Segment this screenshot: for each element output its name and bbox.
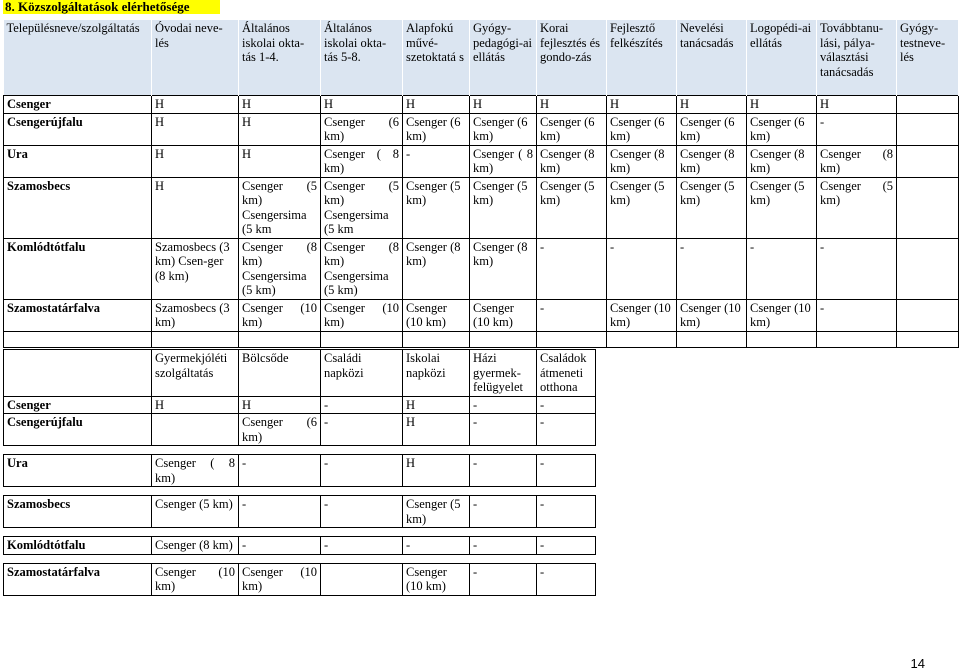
table-cell <box>403 331 470 347</box>
table-cell: Csenger (10 km) <box>470 299 537 331</box>
table-cell: - <box>239 455 321 487</box>
header-cell: Korai fejlesztés és gondo-zás <box>537 20 607 96</box>
table-row <box>4 563 596 595</box>
table-cell: Csenger (10 km) <box>239 563 321 595</box>
table-cell <box>321 331 403 347</box>
table-cell: - <box>537 496 596 528</box>
table-cell: - <box>537 537 596 555</box>
table-cell: Csenger (5 km) <box>403 496 470 528</box>
table-cell: - <box>747 238 817 299</box>
header-cell: Családok átmeneti otthona <box>537 350 596 397</box>
table-cell: - <box>537 299 607 331</box>
table-cell <box>897 113 959 145</box>
row-label: Szamostatárfalva <box>4 563 152 595</box>
table-cell <box>897 238 959 299</box>
table-cell: - <box>537 396 596 414</box>
row-label: Szamosbecs <box>4 496 152 528</box>
table-cell: Csenger (5 km) Csengersima (5 km <box>239 177 321 238</box>
table-row <box>4 177 959 238</box>
table-cell: H <box>152 96 239 114</box>
table-header-row <box>4 20 959 96</box>
table-row <box>4 299 959 331</box>
row-label: Komlódtótfalu <box>4 537 152 555</box>
header-cell: Óvodai neve-lés <box>152 20 239 96</box>
header-cell: Nevelési tanácsadás <box>677 20 747 96</box>
table-cell: Csenger (8 km) <box>470 238 537 299</box>
table-cell: - <box>321 396 403 414</box>
table-cell: Szamosbecs (3 km) Csen-ger (8 km) <box>152 238 239 299</box>
table-cell: Csenger (6 km) <box>747 113 817 145</box>
row-label: Csenger <box>4 96 152 114</box>
table-cell: H <box>152 145 239 177</box>
spacer-row <box>4 487 596 496</box>
table-row <box>4 537 596 555</box>
table-cell: Csenger (6 km) <box>607 113 677 145</box>
table-cell: Csenger (8 km) <box>677 145 747 177</box>
table-cell: - <box>239 496 321 528</box>
table-cell: Csenger (5 km) <box>817 177 897 238</box>
table-cell: - <box>817 299 897 331</box>
table-cell: Csenger (8 km) <box>152 537 239 555</box>
table-cell: Csenger (5 km) <box>537 177 607 238</box>
table-cell: Csenger (10 km) <box>677 299 747 331</box>
table-cell: - <box>403 145 470 177</box>
header-cell: Településneve/szolgáltatás <box>4 20 152 96</box>
table-cell: Csenger (8 km) <box>607 145 677 177</box>
table-cell: Csenger (8 km) <box>403 238 470 299</box>
table-cell: - <box>321 496 403 528</box>
header-cell <box>4 350 152 397</box>
table-cell: H <box>239 145 321 177</box>
table-cell: Csenger (5 km) <box>747 177 817 238</box>
header-cell: Gyógy-testneve-lés <box>897 20 959 96</box>
table-cell: - <box>470 396 537 414</box>
row-label: Ura <box>4 455 152 487</box>
page-number: 14 <box>910 656 925 671</box>
table-cell: H <box>239 396 321 414</box>
row-label: Komlódtótfalu <box>4 238 152 299</box>
table-cell: H <box>239 113 321 145</box>
row-label: Ura <box>4 145 152 177</box>
table-row <box>4 396 596 414</box>
table-row <box>4 113 959 145</box>
table-cell: - <box>321 537 403 555</box>
table-cell: H <box>403 455 470 487</box>
header-cell: Iskolai napközi <box>403 350 470 397</box>
table-cell <box>897 96 959 114</box>
table-cell <box>537 331 607 347</box>
spacer-row <box>4 554 596 563</box>
table-cell: Csenger ( 8 km) <box>321 145 403 177</box>
table-cell: Csenger (5 km) <box>152 496 239 528</box>
table-cell: H <box>152 177 239 238</box>
header-cell: Továbbtanu-lási, pálya-választási tanácsadás <box>817 20 897 96</box>
table-cell: H <box>152 396 239 414</box>
table-cell: - <box>537 414 596 446</box>
table-cell: - <box>537 563 596 595</box>
table-cell: H <box>817 96 897 114</box>
table-cell: - <box>470 496 537 528</box>
table-cell: - <box>470 414 537 446</box>
table-cell: H <box>321 96 403 114</box>
table-cell: - <box>677 238 747 299</box>
table-cell: Csenger (8 km) <box>817 145 897 177</box>
table-cell <box>677 331 747 347</box>
table-cell: Csenger (8 km) Csengersima (5 km) <box>321 238 403 299</box>
row-label: Csengerújfalu <box>4 113 152 145</box>
table-cell: H <box>152 113 239 145</box>
table-cell: - <box>607 238 677 299</box>
table-cell <box>470 331 537 347</box>
table-row <box>4 455 596 487</box>
row-label: Csenger <box>4 396 152 414</box>
header-cell: Általános iskolai okta-tás 1-4. <box>239 20 321 96</box>
table-row <box>4 496 596 528</box>
table-cell: Csenger (5 km) <box>470 177 537 238</box>
table-cell: H <box>239 96 321 114</box>
table-cell: H <box>403 414 470 446</box>
table-cell <box>152 331 239 347</box>
table-cell: Csenger (8 km) <box>537 145 607 177</box>
empty-row <box>4 331 959 347</box>
table-cell: Csenger (6 km) <box>470 113 537 145</box>
table-cell <box>817 331 897 347</box>
table-cell: - <box>239 537 321 555</box>
header-cell: Gyógy-pedagógi-ai ellátás <box>470 20 537 96</box>
table-cell: Csenger (10 km) <box>321 299 403 331</box>
table-cell: Csenger (6 km) <box>239 414 321 446</box>
table-cell: Csenger (8 km) Csengersima (5 km) <box>239 238 321 299</box>
table-cell: Csenger (5 km) <box>607 177 677 238</box>
table-cell: Szamosbecs (3 km) <box>152 299 239 331</box>
table-cell: Csenger (10 km) <box>747 299 817 331</box>
table-cell <box>4 331 152 347</box>
header-cell: Családi napközi <box>321 350 403 397</box>
table-cell <box>897 331 959 347</box>
table-cell: H <box>403 396 470 414</box>
table-cell: Csenger (10 km) <box>152 563 239 595</box>
header-cell: Általános iskolai okta-tás 5-8. <box>321 20 403 96</box>
row-label: Szamosbecs <box>4 177 152 238</box>
table-cell: Csenger (10 km) <box>403 563 470 595</box>
table-cell: H <box>403 96 470 114</box>
table-cell <box>897 299 959 331</box>
header-cell: Alapfokú művé-szetoktatá s <box>403 20 470 96</box>
table-cell: - <box>817 113 897 145</box>
table-cell: - <box>321 455 403 487</box>
table-row <box>4 414 596 446</box>
header-cell: Logopédi-ai ellátás <box>747 20 817 96</box>
table-cell: Csenger ( 8 km) <box>470 145 537 177</box>
table-cell: Csenger (10 km) <box>607 299 677 331</box>
table-cell: H <box>677 96 747 114</box>
table-row <box>4 145 959 177</box>
table-row <box>4 96 959 114</box>
header-cell: Gyermekjóléti szolgáltatás <box>152 350 239 397</box>
header-cell: Fejlesztő felkészítés <box>607 20 677 96</box>
table-cell: - <box>537 238 607 299</box>
header-cell: Bölcsőde <box>239 350 321 397</box>
table-cell: H <box>747 96 817 114</box>
table-cell <box>747 331 817 347</box>
table-cell: H <box>470 96 537 114</box>
table-cell <box>897 177 959 238</box>
spacer-row <box>4 528 596 537</box>
table-cell: Csenger (5 km) <box>403 177 470 238</box>
spacer-row <box>4 446 596 455</box>
table-cell: Csenger (6 km) <box>403 113 470 145</box>
table-row <box>4 238 959 299</box>
table-cell: Csenger (5 km) <box>677 177 747 238</box>
table-cell: - <box>470 537 537 555</box>
table-cell: H <box>537 96 607 114</box>
table-cell <box>152 414 239 446</box>
table-cell <box>607 331 677 347</box>
table-cell: - <box>321 414 403 446</box>
table-cell: - <box>817 238 897 299</box>
table-cell: Csenger (6 km) <box>537 113 607 145</box>
table-cell: - <box>470 455 537 487</box>
child-services-table <box>3 349 596 596</box>
header-cell: Házi gyermek-felügyelet <box>470 350 537 397</box>
table-cell: Csenger (6 km) <box>321 113 403 145</box>
table-cell: Csenger (6 km) <box>677 113 747 145</box>
table-cell <box>897 145 959 177</box>
table-cell: Csenger (10 km) <box>239 299 321 331</box>
table-header-row <box>4 350 596 397</box>
table-cell: Csenger ( 8 km) <box>152 455 239 487</box>
table-cell: Csenger (5 km) Csengersima (5 km <box>321 177 403 238</box>
table-cell: H <box>607 96 677 114</box>
row-label: Csengerújfalu <box>4 414 152 446</box>
table-cell <box>239 331 321 347</box>
table-cell: - <box>403 537 470 555</box>
table-cell: - <box>470 563 537 595</box>
table-cell: Csenger (8 km) <box>747 145 817 177</box>
table-cell: Csenger (10 km) <box>403 299 470 331</box>
table-cell: - <box>537 455 596 487</box>
row-label: Szamostatárfalva <box>4 299 152 331</box>
services-table <box>3 20 959 348</box>
section-title: 8. Közszolgáltatások elérhetősége <box>3 0 220 14</box>
table-cell <box>321 563 403 595</box>
